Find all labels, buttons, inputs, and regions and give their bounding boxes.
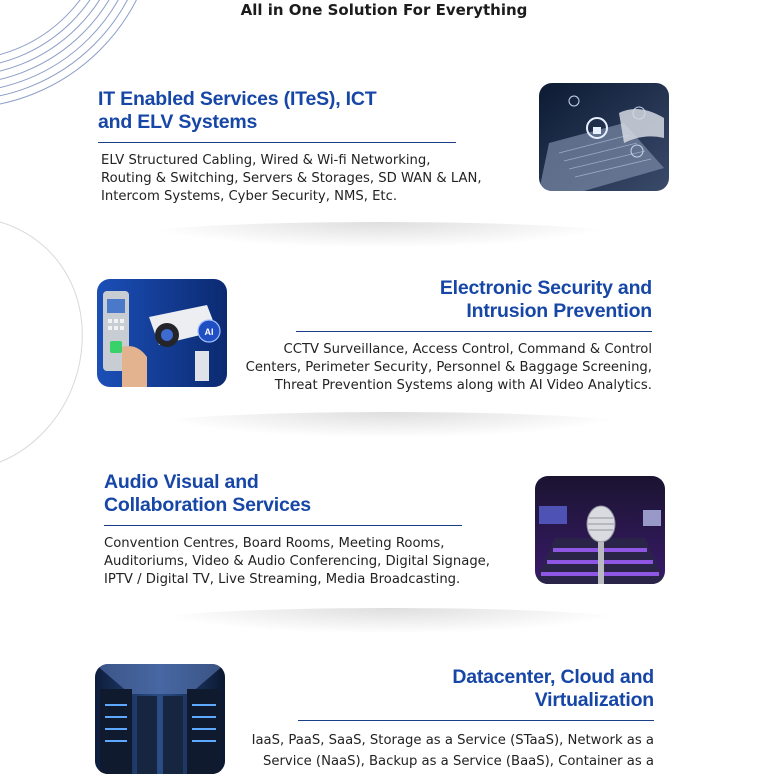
server-racks-photo xyxy=(95,664,225,774)
title-underline xyxy=(296,331,652,332)
ai-badge-text: AI xyxy=(204,327,214,337)
service-title: Audio Visual and Collaboration Services xyxy=(104,471,311,516)
service-title: Datacenter, Cloud and Virtualization xyxy=(452,666,654,711)
cctv-access-control-photo xyxy=(97,279,227,387)
card-shadow xyxy=(150,608,630,634)
service-ites-ict-elv xyxy=(98,88,498,206)
card-shadow xyxy=(140,222,620,248)
card-shadow xyxy=(150,412,630,438)
laptop-cyber-photo xyxy=(539,83,669,191)
title-underline xyxy=(298,720,654,721)
service-title: Electronic Security and Intrusion Prevention xyxy=(439,277,652,322)
title-underline xyxy=(98,142,456,143)
service-title: IT Enabled Services (ITeS), ICT and ELV Systems xyxy=(98,88,377,133)
page-tagline: All in One Solution For Everything xyxy=(240,1,528,19)
service-datacenter-cloud xyxy=(238,666,654,772)
service-description: Convention Centres, Board Rooms, Meeting Rooms, Auditoriums, Video & Audio Conferencing, Digital Signage, IPTV / Digital TV, Live Streaming, Media Broadcasting. xyxy=(104,536,490,587)
microphone-studio-photo xyxy=(535,476,665,584)
service-audio-visual xyxy=(104,471,504,589)
service-description: ELV Structured Cabling, Wired & Wi-fi Networking, Routing & Switching, Servers & Storages, SD WAN & LAN, Intercom Systems, Cyber Security, NMS, Etc. xyxy=(101,153,482,204)
service-electronic-security xyxy=(236,277,652,395)
title-underline xyxy=(104,525,462,526)
service-description: IaaS, PaaS, SaaS, Storage as a Service (STaaS), Network as a Service (NaaS), Backup as a Service (BaaS), Container as a xyxy=(251,733,654,769)
service-description: CCTV Surveillance, Access Control, Command & Control Centers, Perimeter Security, Personnel & Baggage Screening, Threat Prevention Systems along with AI Video Analytics. xyxy=(245,342,652,393)
